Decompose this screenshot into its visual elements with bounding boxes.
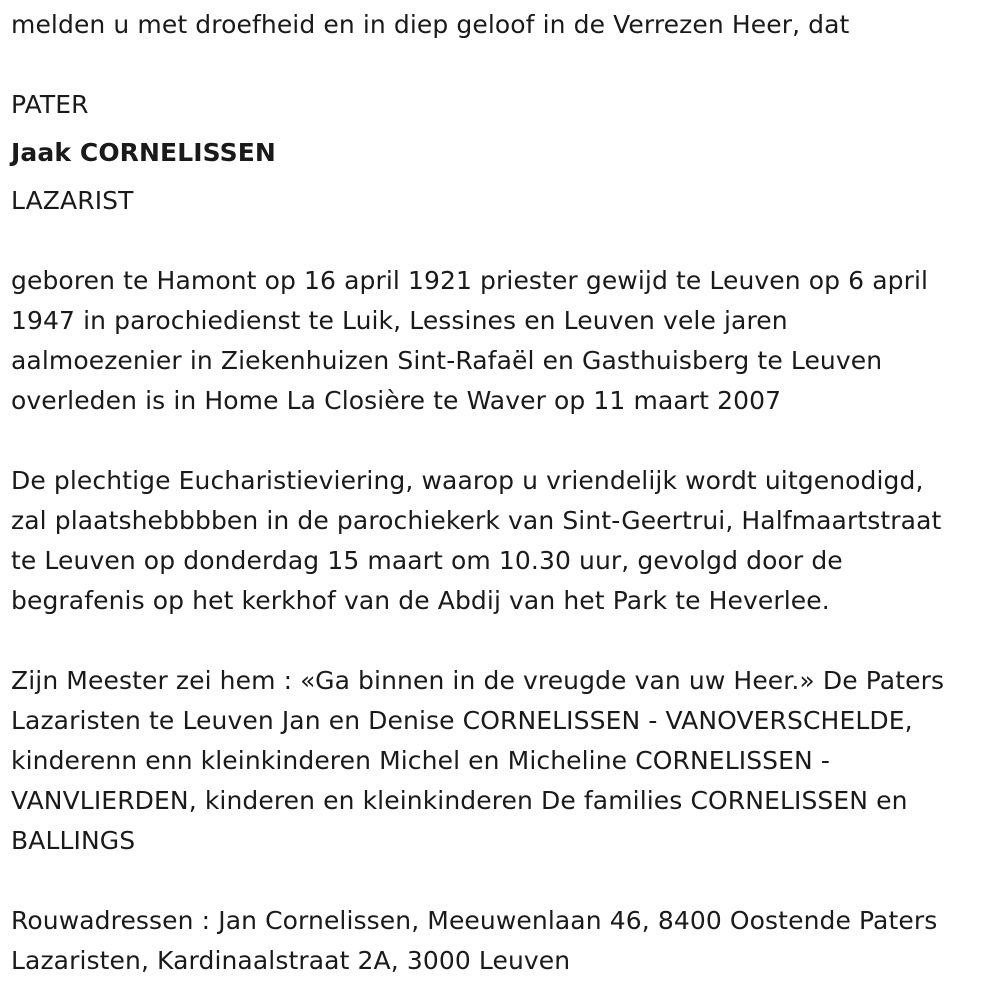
family-line: VANVLIERDEN, kinderen en kleinkinderen De families CORNELISSEN en	[11, 786, 908, 815]
ceremony-line: zal plaatshebbbben in de parochiekerk van Sint-Geertrui, Halfmaartstraat	[11, 506, 942, 535]
address-line: Rouwadressen : Jan Cornelissen, Meeuwenlaan 46, 8400 Oostende Paters	[11, 906, 938, 935]
family-line: kinderenn enn kleinkinderen Michel en Micheline CORNELISSEN -	[11, 746, 831, 775]
bio-line: aalmoezenier in Ziekenhuizen Sint-Rafaël en Gasthuisberg te Leuven	[11, 346, 883, 375]
intro-line: melden u met droefheid en in diep geloof in de Verrezen Heer, dat	[11, 10, 850, 39]
bio-line: geboren te Hamont op 16 april 1921 priester gewijd te Leuven op 6 april	[11, 266, 929, 295]
bio-line: overleden is in Home La Closière te Waver op 11 maart 2007	[11, 386, 782, 415]
title-pater: PATER	[11, 90, 89, 119]
family-line: BALLINGS	[11, 826, 136, 855]
ceremony-line: te Leuven op donderdag 15 maart om 10.30 uur, gevolgd door de	[11, 546, 843, 575]
ceremony-line: De plechtige Eucharistieviering, waarop u vriendelijk wordt uitgenodigd,	[11, 466, 924, 495]
ceremony-line: begrafenis op het kerkhof van de Abdij van het Park te Heverlee.	[11, 586, 830, 615]
religious-order: LAZARIST	[11, 186, 134, 215]
family-line: Lazaristen te Leuven Jan en Denise CORNELISSEN - VANOVERSCHELDE,	[11, 706, 913, 735]
address-line: Lazaristen, Kardinaalstraat 2A, 3000 Leuven	[11, 946, 571, 975]
bio-line: 1947 in parochiedienst te Luik, Lessines en Leuven vele jaren	[11, 306, 788, 335]
deceased-name: Jaak CORNELISSEN	[11, 138, 276, 167]
family-line: Zijn Meester zei hem : «Ga binnen in de vreugde van uw Heer.» De Paters	[11, 666, 945, 695]
